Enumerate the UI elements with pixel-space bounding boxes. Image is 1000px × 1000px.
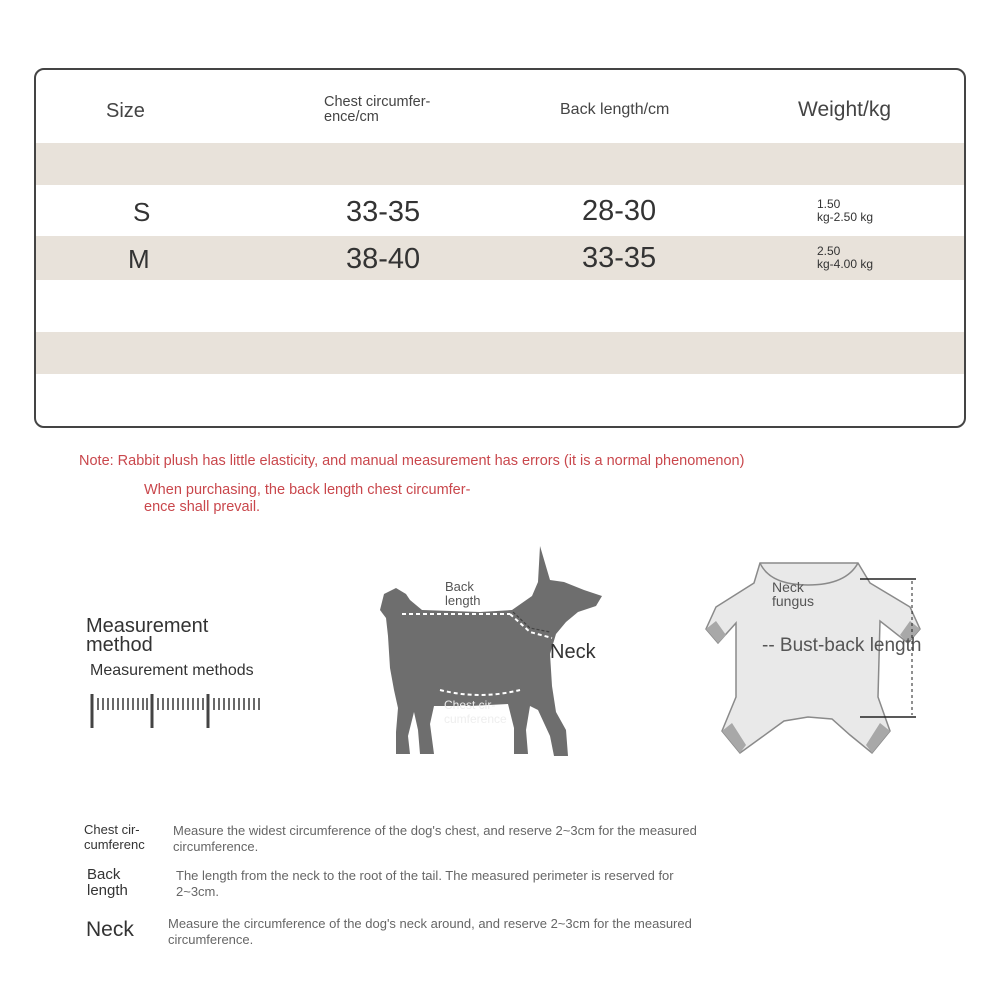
row-s-back: 28-30	[582, 195, 657, 227]
table-band	[36, 332, 964, 374]
definition-term-back-length: Back length	[87, 866, 128, 899]
note-line-3: ence shall prevail.	[144, 499, 261, 515]
header-back-length: Back length/cm	[560, 101, 670, 118]
table-band	[36, 143, 964, 185]
garment-neck-label: Neck fungus	[772, 579, 815, 609]
definition-text-neck: Measure the circumference of the dog's neck around, and reserve 2~3cm for the measured circumference.	[168, 916, 692, 947]
definition-text-chest: Measure the widest circumference of the dog's chest, and reserve 2~3cm for the measured circumference.	[173, 823, 697, 854]
header-size: Size	[106, 100, 145, 122]
row-s-weight: 1.50 kg-2.50 kg	[817, 197, 874, 224]
garment-icon	[700, 555, 940, 765]
measurement-subtitle: Measurement methods	[90, 662, 254, 679]
header-chest: Chest circumfer- ence/cm	[324, 94, 431, 125]
row-m-weight: 2.50 kg-4.00 kg	[817, 244, 874, 271]
dog-back-length-label: Back length	[445, 579, 481, 608]
row-m-back: 33-35	[582, 242, 657, 274]
definition-term-chest: Chest cir- cumferenc	[84, 822, 145, 852]
ruler-icon	[88, 692, 268, 732]
definition-text-back-length: The length from the neck to the root of the tail. The measured perimeter is reserved for 2~3cm.	[176, 868, 674, 899]
dog-chest-label: Chest cir- cumference	[444, 698, 507, 726]
header-weight: Weight/kg	[798, 98, 891, 121]
definition-term-neck: Neck	[86, 918, 134, 941]
row-s-chest: 33-35	[346, 196, 421, 228]
measurement-title: Measurement method	[86, 615, 209, 656]
row-s-size: S	[133, 197, 151, 227]
garment-bust-back-label: -- Bust-back length	[762, 635, 922, 656]
row-m-chest: 38-40	[346, 243, 421, 275]
dog-neck-label: Neck	[550, 641, 596, 663]
note-line-1: Note: Rabbit plush has little elasticity, and manual measurement has errors (it is a normal phenomenon)	[79, 453, 745, 469]
size-table	[34, 68, 966, 428]
row-m-size: M	[128, 244, 150, 274]
note-line-2: When purchasing, the back length chest circumfer-	[144, 482, 471, 498]
